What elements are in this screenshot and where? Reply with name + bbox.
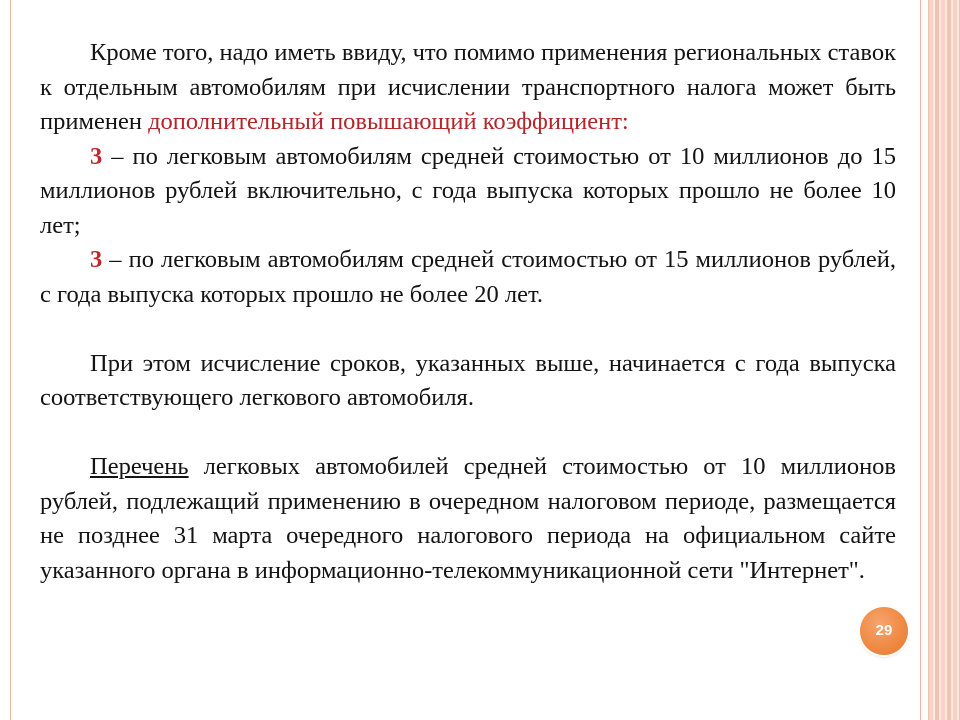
rate-10-15-text: – по легковым автомобилям средней стоимостью от 10 миллионов до 15 миллионов рублей включительно, с года выпуска которых прошло не более 10 лет; xyxy=(40,142,896,239)
paragraph-rate-10-15 xyxy=(40,140,896,244)
spacer xyxy=(40,312,896,347)
page-number-badge: 29 xyxy=(860,607,908,655)
right-decorative-stripe xyxy=(928,0,960,720)
rate-15-text: – по легковым автомобилям средней стоимостью от 15 миллионов рублей, с года выпуска которых прошло не более 20 лет. xyxy=(40,246,896,308)
intro-text: Кроме того, надо иметь ввиду, что помимо применения региональных ставок к отдельным автомобилям при исчислении транспортного налога может быть применен xyxy=(40,39,896,135)
coefficient-highlight: дополнительный повышающий коэффициент: xyxy=(148,108,629,135)
spacer xyxy=(40,416,896,451)
paragraph-terms xyxy=(40,347,896,416)
list-text: легковых автомобилей средней стоимостью от 10 миллионов рублей, подлежащий применению в очередном налоговом периоде, размещается не позднее 31 марта очередного налогового периода на официальном сайте указанного органа в информационно-телекоммуникационной сети "Интернет". xyxy=(40,453,896,584)
right-frame-line xyxy=(920,0,921,720)
slide-body xyxy=(40,36,896,588)
paragraph-list xyxy=(40,450,896,588)
list-link[interactable]: Перечень xyxy=(90,453,189,480)
paragraph-rate-15 xyxy=(40,243,896,312)
left-frame-line xyxy=(10,0,11,720)
coefficient-number: 3 xyxy=(90,246,103,273)
terms-text: При этом исчисление сроков, указанных выше, начинается с года выпуска соответствующего легкового автомобиля. xyxy=(40,349,896,411)
paragraph-intro xyxy=(40,36,896,140)
coefficient-number: 3 xyxy=(90,142,103,170)
